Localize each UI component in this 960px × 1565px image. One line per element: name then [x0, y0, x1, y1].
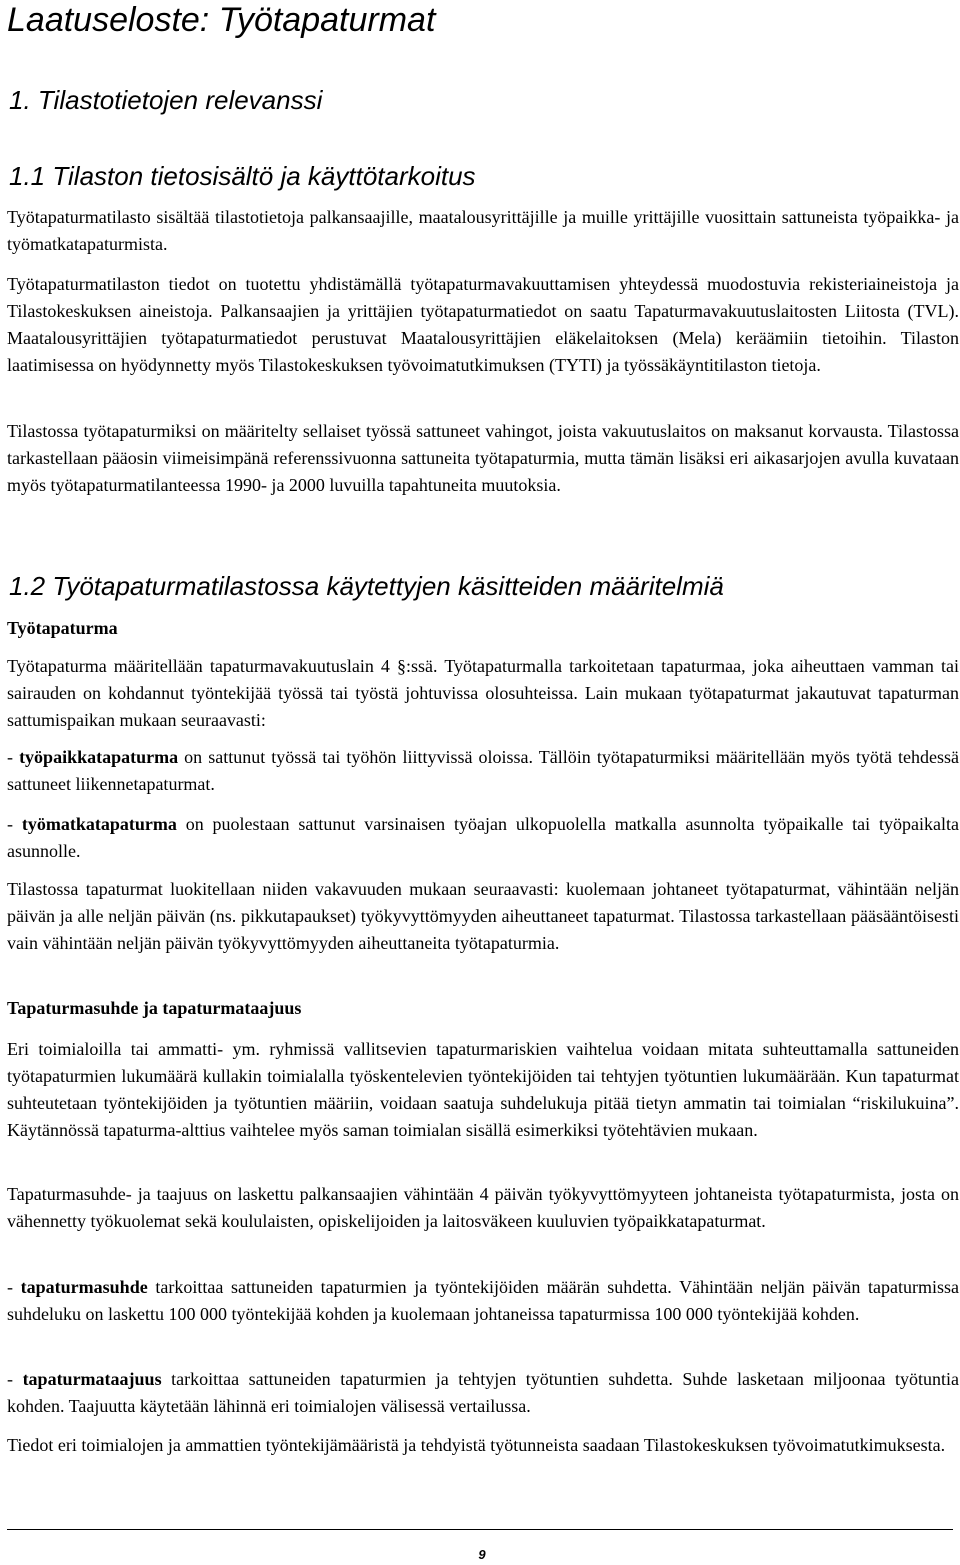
list-item-text	[7, 1366, 959, 1420]
document-title: Laatuseloste: Työtapaturmat	[7, 1, 436, 39]
list-dash: -	[7, 747, 20, 767]
list-item-tyomatkatapaturma	[7, 811, 959, 865]
subsection-heading-definitions: 1.2 Työtapaturmatilastossa käytettyjen käsitteiden määritelmiä	[9, 571, 724, 601]
definition-heading-tapaturmasuhde: Tapaturmasuhde ja tapaturmataajuus	[7, 998, 302, 1018]
list-item-text	[7, 1274, 959, 1328]
paragraph-text: Työtapaturma määritellään tapaturmavakuutuslain 4 §:ssä. Työtapaturmalla tarkoitetaan tapaturmaa, joka aiheuttaen vamman tai sairauden on kohdannut työntekijää työssä tai työstä johtuvissa olosuhteissa. Lain mukaan työtapaturmat jakautuvat tapaturman sattumispaikan mukaan seuraavasti:	[7, 656, 959, 730]
list-item-tapaturmasuhde	[7, 1274, 959, 1328]
term-description: tarkoittaa sattuneiden tapaturmien ja tehtyjen työtuntien suhdetta. Suhde lasketaan miljoonaa työtuntia kohden. Taajuutta käytetään lähinnä eri toimialojen välisessä vertailussa.	[7, 1369, 960, 1416]
paragraph-text: Tilastossa tapaturmat luokitellaan niiden vakavuuden mukaan seuraavasti: kuolemaan johtaneet työtapaturmat, vähintään neljän päivän ja alle neljän päivän (ns. pikkutapaukset) työkyvyttömyyden aiheuttaneet tapaturmat. Tilastossa tarkastellaan pääsääntöisesti vain vähintään neljän päivän työkyvyttömyyden aiheuttaneita työtapaturmia.	[7, 879, 959, 953]
paragraph-text: Eri toimialoilla tai ammatti- ym. ryhmissä vallitsevien tapaturmariskien vaihtelua voidaan mitata suhteuttamalla sattuneiden työtapaturmien lukumäärä kullakin toimialalla työskentelevien työntekijöiden tai tehtyjen työtuntien lukumäärään. Kun tapaturmat suhteutetaan työntekijöiden ja työtuntien määriin, voidaan saatuja suhdelukuja pitää tietyn ammatin tai toimialan “riskilukuina”. Käytännössä tapaturma-alttius vaihtelee myös saman toimialan sisällä esimerkiksi työtehtävien mukaan.	[7, 1039, 959, 1140]
paragraph-definition-3	[7, 1036, 959, 1144]
footer-divider	[7, 1529, 953, 1530]
paragraph-text: Työtapaturmatilaston tiedot on tuotettu yhdistämällä työtapaturmavakuuttamisen yhteydessä muodostuvia rekisteriaineistoja ja Tilastokeskuksen aineistoja. Palkansaajien ja yrittäjien työtapaturmatiedot on saatu Tapaturmavakuutuslaitosten Liitosta (TVL). Maatalousyrittäjien työtapaturmatiedot perustuvat Maatalousyrittäjien eläkelaitoksen (Mela) keräämiin tietoihin. Tilaston laatimisessa on hyödynnetty myös Tilastokeskuksen työvoimatutkimuksen (TYTI) ja työssäkäyntitilaston tietoja.	[7, 274, 959, 375]
paragraph-content-1	[7, 204, 959, 258]
paragraph-text: Tilastossa työtapaturmiksi on määritelty sellaiset työssä sattuneet vahingot, joista vakuutuslaitos on maksanut korvausta. Tilastossa tarkastellaan pääosin viimeisimpänä referenssivuonna sattuneita työtapaturmia, mutta tämän lisäksi eri aikasarjojen avulla kuvataan myös työtapaturmatilanteessa 1990- ja 2000 luvuilla tapahtuneita muutoksia.	[7, 421, 959, 495]
list-dash: -	[7, 814, 22, 834]
term-description: on puolestaan sattunut varsinaisen työajan ulkopuolella matkalla asunnolta työpaikalle tai työpaikalta asunnolle.	[7, 814, 959, 861]
list-item-tyopaikkatapaturma	[7, 744, 959, 798]
list-item-text	[7, 811, 959, 865]
subsection-heading-content: 1.1 Tilaston tietosisältö ja käyttötarkoitus	[9, 161, 476, 191]
term-description: on sattunut työssä tai työhön liittyvissä oloissa. Tällöin työtapaturmiksi määritellään myös työtä tehdessä sattuneet liikennetapaturmat.	[7, 747, 959, 794]
list-dash: -	[7, 1369, 23, 1389]
paragraph-definition-4	[7, 1181, 959, 1235]
list-item-tapaturmataajuus	[7, 1366, 959, 1420]
section-heading-relevance: 1. Tilastotietojen relevanssi	[9, 85, 323, 115]
paragraph-definition-1	[7, 653, 959, 734]
term-label: tapaturmataajuus	[22, 1369, 162, 1389]
paragraph-definition-5	[7, 1432, 959, 1459]
term-description: tarkoittaa sattuneiden tapaturmien ja työntekijöiden määrän suhdetta. Vähintään neljän päivän tapaturmissa suhdeluku on laskettu 100 000 työntekijää kohden ja kuolemaan johtaneissa tapaturmissa 100 000 työntekijää kohden.	[7, 1277, 959, 1324]
paragraph-text: Tapaturmasuhde- ja taajuus on laskettu palkansaajien vähintään 4 päivän työkyvyttömyyteen johtaneista työtapaturmista, josta on vähennetty työkuolemat sekä koululaisten, opiskelijoiden ja laitosväkeen kuuluvien työpaikkatapaturmat.	[7, 1184, 959, 1231]
paragraph-content-3	[7, 418, 959, 499]
page-number: 9	[478, 1547, 486, 1562]
term-label: työmatkatapaturma	[21, 814, 177, 834]
paragraph-content-2	[7, 271, 959, 379]
list-item-text	[7, 744, 959, 798]
paragraph-text: Tiedot eri toimialojen ja ammattien työntekijämääristä ja tehdyistä työtunneista saadaan Tilastokeskuksen työvoimatutkimuksesta.	[7, 1435, 946, 1455]
paragraph-definition-2	[7, 876, 959, 957]
term-label: työpaikkatapaturma	[19, 747, 179, 767]
list-dash: -	[7, 1277, 21, 1297]
definition-heading-tyotapaturma: Työtapaturma	[7, 618, 118, 638]
term-label: tapaturmasuhde	[20, 1277, 148, 1297]
paragraph-text: Työtapaturmatilasto sisältää tilastotietoja palkansaajille, maatalousyrittäjille ja muille yrittäjille vuosittain sattuneista työpaikka- ja työmatkatapaturmista.	[7, 207, 959, 254]
